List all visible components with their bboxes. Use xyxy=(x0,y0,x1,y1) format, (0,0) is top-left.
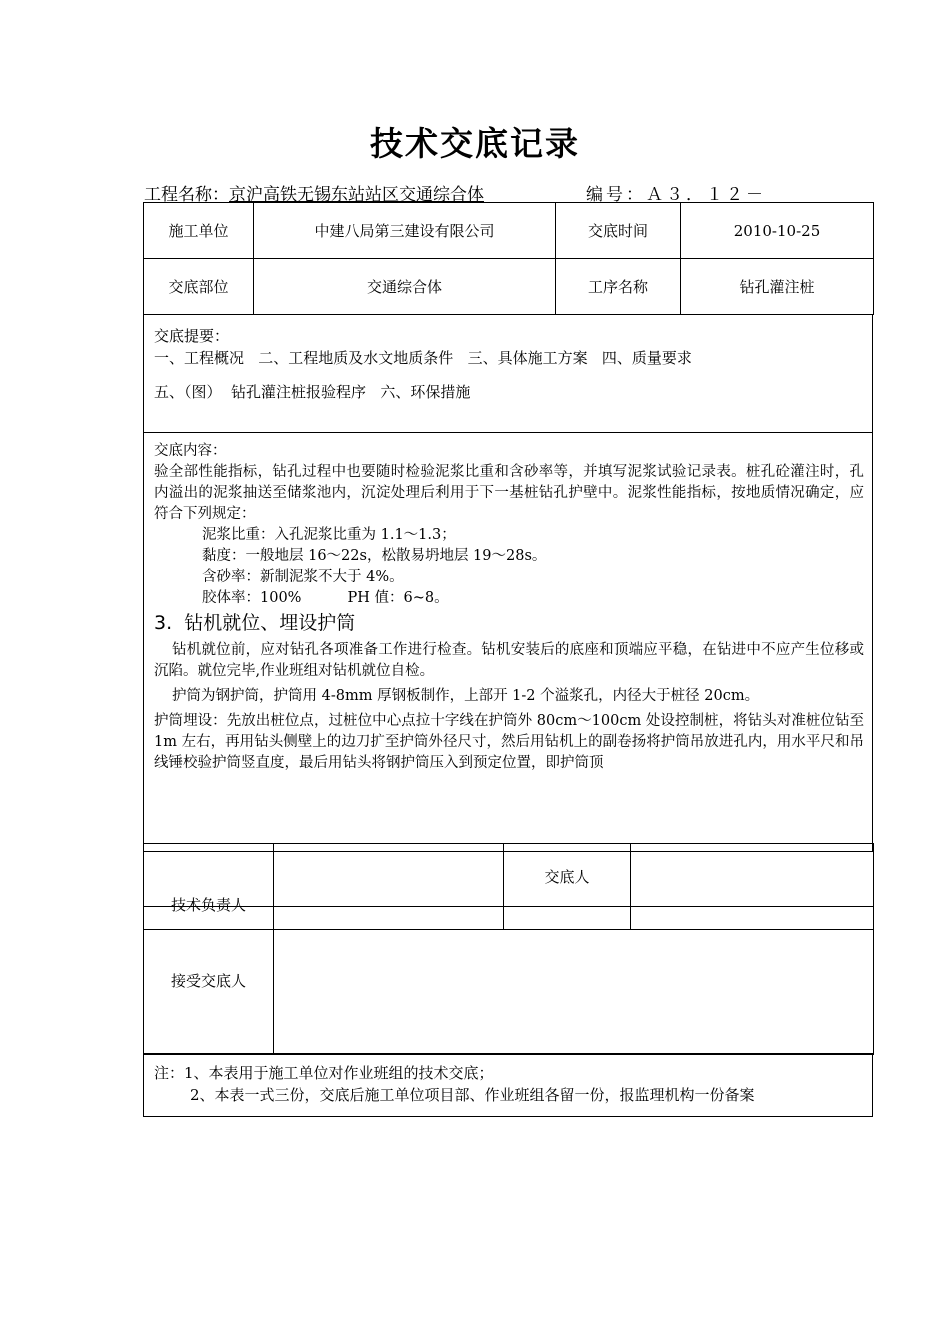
project-label: 工程名称： xyxy=(144,185,229,205)
body-table xyxy=(143,314,873,852)
receiver-table xyxy=(143,906,874,1055)
notes-cell xyxy=(144,1054,873,1117)
code-label: 编号： xyxy=(586,185,646,205)
section-heading: 3. 钻机就位、埋设护筒 xyxy=(154,612,356,634)
process-label: 工序名称 xyxy=(556,259,681,315)
spec-sand: 含砂率：新制泥浆不大于 4%。 xyxy=(202,569,404,585)
content-para-2: 钻机就位前，应对钻孔各项准备工作进行检查。钻机安装后的底座和顶端应平稳，在钻进中不应产生位移或沉陷。就位完毕,作业班组对钻机就位自检。 xyxy=(154,642,864,679)
spec-density: 泥浆比重：入孔泥浆比重为 1.1～1.3； xyxy=(202,527,456,543)
table-row xyxy=(144,1054,873,1117)
part-label: 交底部位 xyxy=(144,259,254,315)
content-para-3: 护筒为钢护筒，护筒用 4-8mm 厚钢板制作，上部开 1-2 个溢浆孔，内径大于桩径 20cm。 xyxy=(172,688,760,704)
summary-label: 交底提要： xyxy=(154,327,230,345)
table-row xyxy=(144,907,874,1055)
content-cell xyxy=(144,433,873,852)
header-table xyxy=(143,202,874,315)
unit-value: 中建八局第三建设有限公司 xyxy=(254,203,556,259)
table-row xyxy=(144,433,873,852)
content-para-1: 验全部性能指标，钻孔过程中也要随时检验泥浆比重和含砂率等，并填写泥浆试验记录表。桩孔砼灌注时，孔内溢出的泥浆抽送至储浆池内，沉淀处理后利用于下一基桩钻孔护壁中。泥浆性能指标，按地质情况确定，应符合下列规定： xyxy=(154,464,864,522)
note-1: 注：1、本表用于施工单位对作业班组的技术交底； xyxy=(154,1064,494,1082)
receiver-signature xyxy=(274,907,874,1055)
spec-viscosity: 黏度：一般地层 16～22s，松散易坍地层 19～28s。 xyxy=(202,548,547,564)
page-title: 技术交底记录 xyxy=(370,124,580,163)
presenter-label: 交底人 xyxy=(504,844,631,930)
table-row xyxy=(144,315,873,433)
notes-table xyxy=(143,1053,873,1117)
receiver-label: 接受交底人 xyxy=(144,907,274,1055)
date-label: 交底时间 xyxy=(556,203,681,259)
date-value: 2010-10-25 xyxy=(681,203,874,259)
table-row xyxy=(144,203,874,259)
unit-label: 施工单位 xyxy=(144,203,254,259)
spec-colloid: 胶体率：100% PH 值：6~8。 xyxy=(202,590,449,606)
part-value: 交通综合体 xyxy=(254,259,556,315)
process-value: 钻孔灌注桩 xyxy=(681,259,874,315)
project-value: 京沪高铁无锡东站站区交通综合体 xyxy=(229,185,484,205)
content-para-4: 护筒埋设：先放出桩位点，过桩位中心点拉十字线在护筒外 80cm～100cm 处设控制桩，将钻头对准桩位钻至 1m 左右，再用钻头侧壁上的边刀扩至护筒外径尺寸，然后用钻机上的副卷扬将护筒吊放进孔内，用水平尺和吊线锤校验护筒竖直度，最后用钻头将钢护筒压入到预定位置，即护筒顶 xyxy=(154,713,864,771)
tech-lead-label: 技术负责人 xyxy=(144,844,274,930)
summary-line-1: 一、工程概况 二、工程地质及水文地质条件 三、具体施工方案 四、质量要求 xyxy=(154,349,692,367)
table-row xyxy=(144,259,874,315)
summary-line-2: 五、（图） 钻孔灌注桩报验程序 六、环保措施 xyxy=(154,383,471,401)
code-value: Ａ３．１２－ xyxy=(646,185,766,205)
content-label: 交底内容： xyxy=(154,443,227,459)
note-2: 2、本表一式三份，交底后施工单位项目部、作业班组各留一份，报监理机构一份备案 xyxy=(190,1086,755,1104)
summary-cell xyxy=(144,315,873,433)
